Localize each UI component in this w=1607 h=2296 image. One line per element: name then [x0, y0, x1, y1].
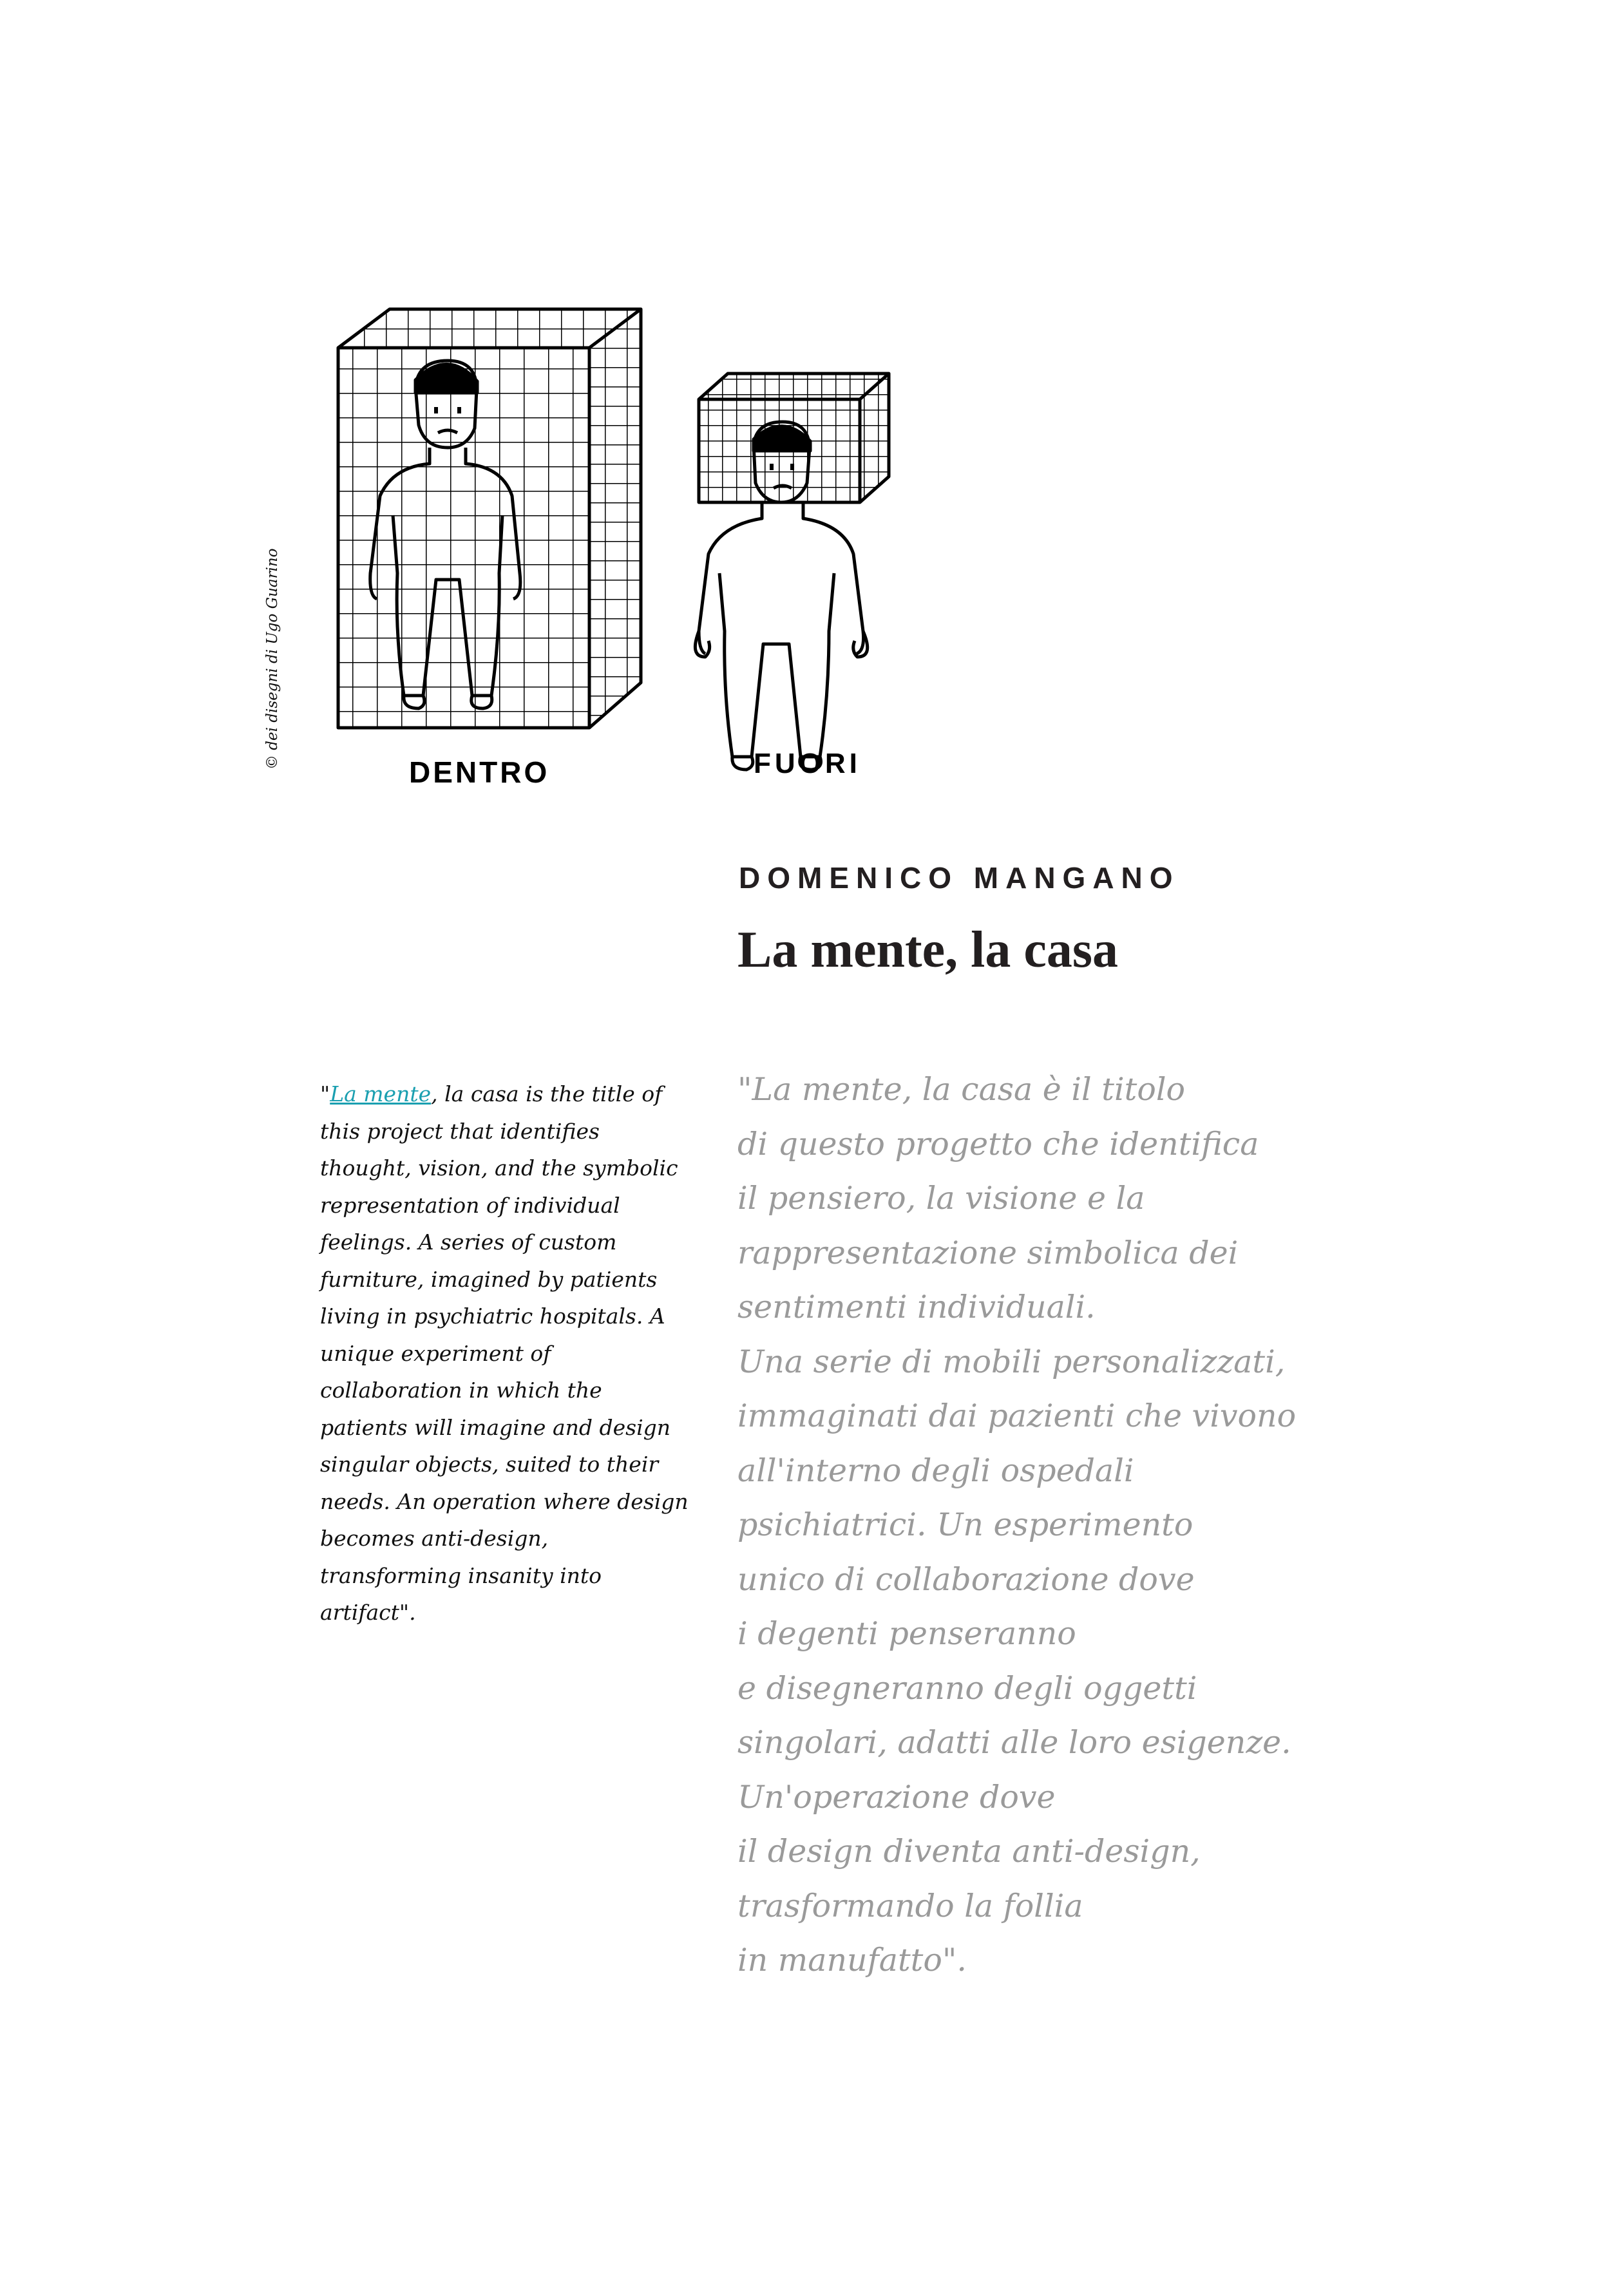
illustration-credit: © dei disegni di Ugo Guarino: [264, 548, 281, 770]
english-line: thought, vision, and the symbolic: [320, 1155, 678, 1181]
italian-quote: [737, 1063, 1343, 1988]
english-line: becomes anti-design,: [320, 1526, 549, 1551]
english-line: representation of individual: [320, 1192, 620, 1218]
italian-line: all'interno degli ospedali: [737, 1452, 1134, 1489]
highlight-la-mente: La mente: [330, 1081, 432, 1106]
italian-line: unico di collaborazione dove: [737, 1561, 1195, 1598]
english-line: this project that identifies: [320, 1118, 600, 1144]
english-line: singular objects, suited to their: [320, 1452, 659, 1477]
italian-line: rappresentazione simbolica dei: [737, 1234, 1239, 1271]
italian-line: in manufatto".: [737, 1942, 967, 1978]
cage-illustration: [254, 270, 950, 824]
italian-line: il pensiero, la visione e la: [737, 1180, 1145, 1217]
italian-line: "La mente, la casa è il titolo: [737, 1071, 1185, 1108]
english-line: furniture, imagined by patients: [320, 1266, 658, 1292]
english-line: transforming insanity into: [320, 1562, 602, 1588]
label-fuori: FUORI: [754, 748, 861, 779]
head-cage-figure: [695, 374, 889, 770]
cage-left: [338, 309, 641, 728]
english-line: unique experiment of: [320, 1340, 551, 1366]
english-line: feelings. A series of custom: [320, 1229, 617, 1255]
english-quote: [320, 1076, 719, 1631]
italian-line: sentimenti individuali.: [737, 1289, 1096, 1325]
italian-line: singolari, adatti alle loro esigenze.: [737, 1724, 1291, 1761]
english-line: living in psychiatric hospitals. A: [320, 1304, 665, 1329]
english-line-first: "La mente, la casa is the title of: [320, 1081, 663, 1106]
italian-line: di questo progetto che identifica: [737, 1125, 1259, 1162]
italian-line: psichiatrici. Un esperimento: [737, 1506, 1193, 1543]
italian-line: Un'operazione dove: [737, 1778, 1056, 1816]
italian-line: i degenti penseranno: [737, 1615, 1076, 1652]
italian-line: e disegneranno degli oggetti: [737, 1669, 1197, 1707]
italian-line: Una serie di mobili personalizzati,: [737, 1343, 1286, 1380]
label-dentro: DENTRO: [409, 755, 550, 789]
english-line: patients will imagine and design: [320, 1414, 671, 1440]
english-line: collaboration in which the: [320, 1378, 602, 1403]
author-name: DOMENICO MANGANO: [739, 861, 1180, 895]
english-line: needs. An operation where design: [320, 1488, 689, 1514]
english-line: artifact".: [320, 1600, 416, 1625]
italian-line: trasformando la follia: [737, 1887, 1083, 1924]
italian-line: immaginati dai pazienti che vivono: [737, 1398, 1297, 1434]
italian-line: il design diventa anti-design,: [737, 1833, 1201, 1870]
article-title: La mente, la casa: [737, 922, 1119, 978]
